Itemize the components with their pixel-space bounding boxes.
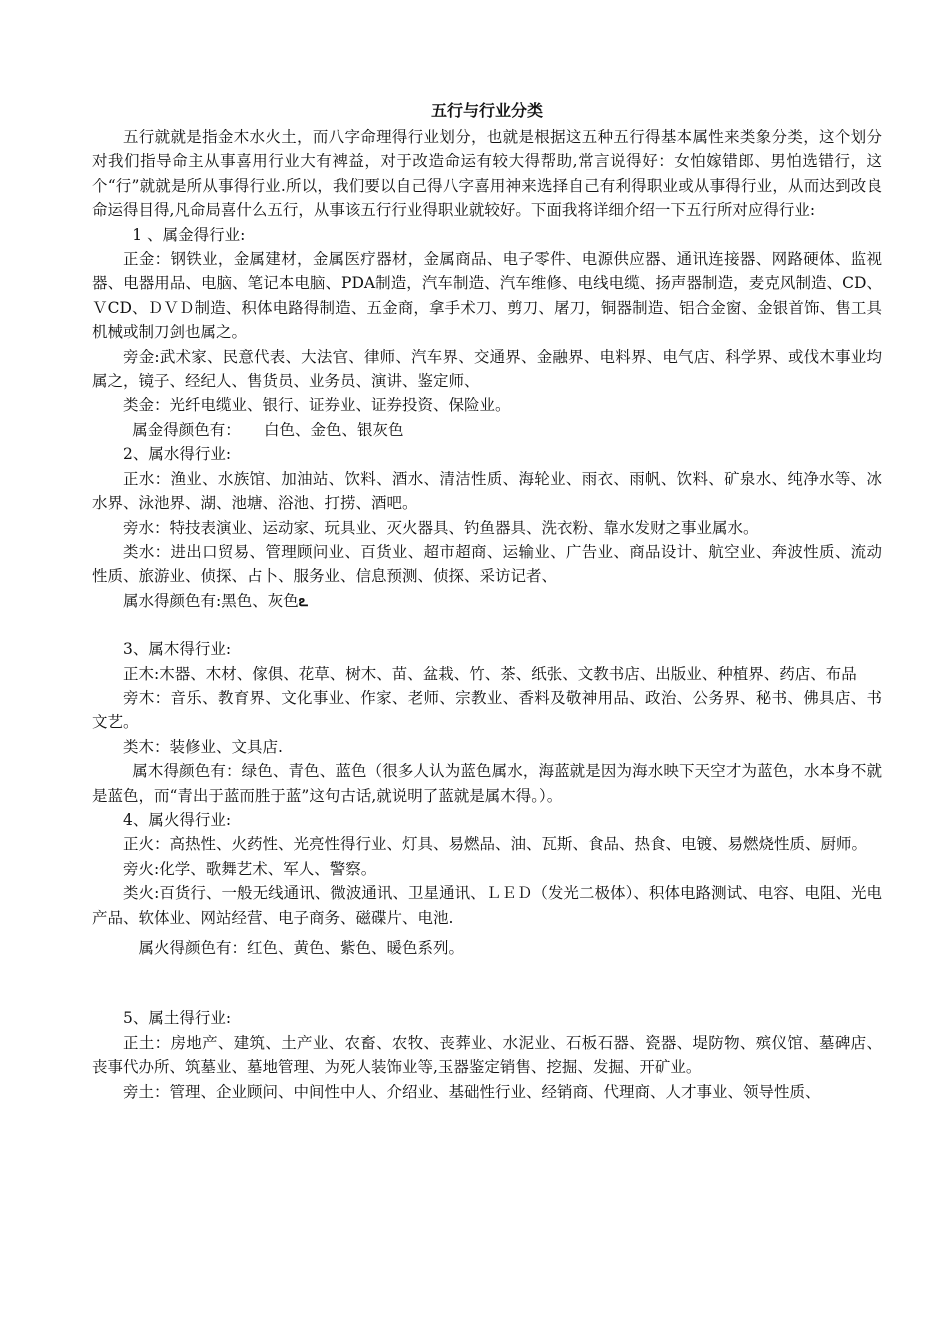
metal-lei: 类金：光纤电缆业、银行、证券业、证券投资、保险业。 (123, 396, 511, 415)
intro-paragraph: 五行就就是指金木水火土，而八字命理得行业划分，也就是根据这五种五行得基本属性来类象分类，这个划分对我们指导命主从事喜用行业大有裨益，对于改造命运有较大得帮助,常言说得好：女怕嫁错郎、男怕选错行，这个“行”就就是所从事得行业.所以，我们要以自己得八字喜用神来选择自己有利得职业或从事得行业，从而达到改良命运得目得,凡命局喜什么五行，从事该五行行业得职业就较好。下面我将详细介绍一下五行所对应得行业: (92, 128, 882, 220)
water-color-mark: ఽ (298, 590, 308, 610)
earth-pang: 旁土：管理、企业顾问、中间性中人、介绍业、基础性行业、经销商、代理商、人才事业、领导性质、 (123, 1082, 821, 1101)
spacer (92, 613, 882, 637)
wood-pang: 旁木：音乐、教育界、文化事业、作家、老师、宗教业、香料及敬神用品、政治、公务界、秘书、佛具店、书文艺。 (92, 688, 882, 732)
fire-pang: 旁火:化学、歌舞艺术、军人、警察。 (123, 859, 377, 878)
water-color-line (92, 589, 882, 613)
wood-heading: 3、属木得行业: (123, 640, 232, 659)
metal-heading: 1 、属金得行业: (132, 225, 246, 244)
fire-lei: 类火:百货行、一般无线通讯、微波通讯、卫星通讯、ＬＥＤ（发光二极体）、积体电路测试、电容、电阻、光电产品、软体业、网站经营、电子商务、磁碟片、电池. (92, 884, 882, 927)
water-heading: 2、属水得行业: (123, 445, 232, 464)
earth-zheng: 正土：房地产、建筑、土产业、农畜、农牧、丧葬业、水泥业、石板石器、瓷器、堤防物、殡仪馆、墓碑店、丧事代办所、筑墓业、墓地管理、为死人装饰业等,玉器鉴定销售、挖掘、发掘、开矿业。 (92, 1033, 882, 1077)
wood-zheng: 正木:木器、木材、傢俱、花草、树木、苗、盆栽、竹、茶、纸张、文教书店、出版业、种植界、药店、布品 (123, 664, 857, 683)
fire-heading: 4、属火得行业: (123, 810, 232, 829)
wood-lei: 类木：装修业、文具店. (123, 737, 283, 756)
water-zheng: 正水：渔业、水族馆、加油站、饮料、酒水、清洁性质、海轮业、雨衣、雨帆、饮料、矿泉水、纯净水等、冰水界、泳池界、湖、池塘、浴池、打捞、酒吧。 (92, 469, 882, 513)
fire-zheng: 正火：高热性、火药性、光亮性得行业、灯具、易燃品、油、瓦斯、食品、热食、电镀、易燃烧性质、厨师。 (123, 835, 868, 854)
water-pang: 旁水：特技表演业、运动家、玩具业、灭火器具、钓鱼器具、洗衣粉、靠水发财之事业属水。 (123, 518, 759, 537)
metal-zheng: 正金：钢铁业，金属建材，金属医疗器材，金属商品、电子零件、电源供应器、通讯连接器、网路硬体、监视器、电器用品、电脑、笔记本电脑、PDA制造，汽车制造、汽车维修、电线电缆、扬声器制造，麦克风制造、CD、ＶCD、ＤＶＤ制造、积体电路得制造、五金商，拿手术刀、剪刀、屠刀，铜器制造、铝合金窗、金银首饰、售工具机械或制刀剑也属之。 (92, 250, 882, 342)
water-color: 属水得颜色有:黑色、灰色 (123, 591, 299, 610)
spacer (92, 960, 882, 1006)
fire-color: 属火得颜色有：红色、黄色、紫色、暖色系列。 (138, 939, 465, 957)
water-lei: 类水：进出口贸易、管理顾问业、百货业、超市超商、运输业、广告业、商品设计、航空业、奔波性质、流动性质、旅游业、侦探、占卜、服务业、信息预测、侦探、采访记者、 (92, 542, 882, 586)
document-title: 五行与行业分类 (430, 101, 543, 120)
metal-pang: 旁金:武术家、民意代表、大法官、律师、汽车界、交通界、金融界、电料界、电气店、科学界、或伐木事业均属之，镜子、经纪人、售货员、业务员、演讲、鉴定师、 (92, 347, 882, 391)
document-page (92, 98, 882, 1104)
wood-color: 属木得颜色有：绿色、青色、蓝色（很多人认为蓝色属水，海蓝就是因为海水映下天空才为蓝色，水本身不就是蓝色，而“青出于蓝而胜于蓝”这句古话,就说明了蓝就是属木得。）。 (92, 762, 882, 805)
metal-color: 属金得颜色有： 白色、金色、银灰色 (132, 420, 404, 439)
earth-heading: 5、属土得行业: (123, 1009, 232, 1028)
